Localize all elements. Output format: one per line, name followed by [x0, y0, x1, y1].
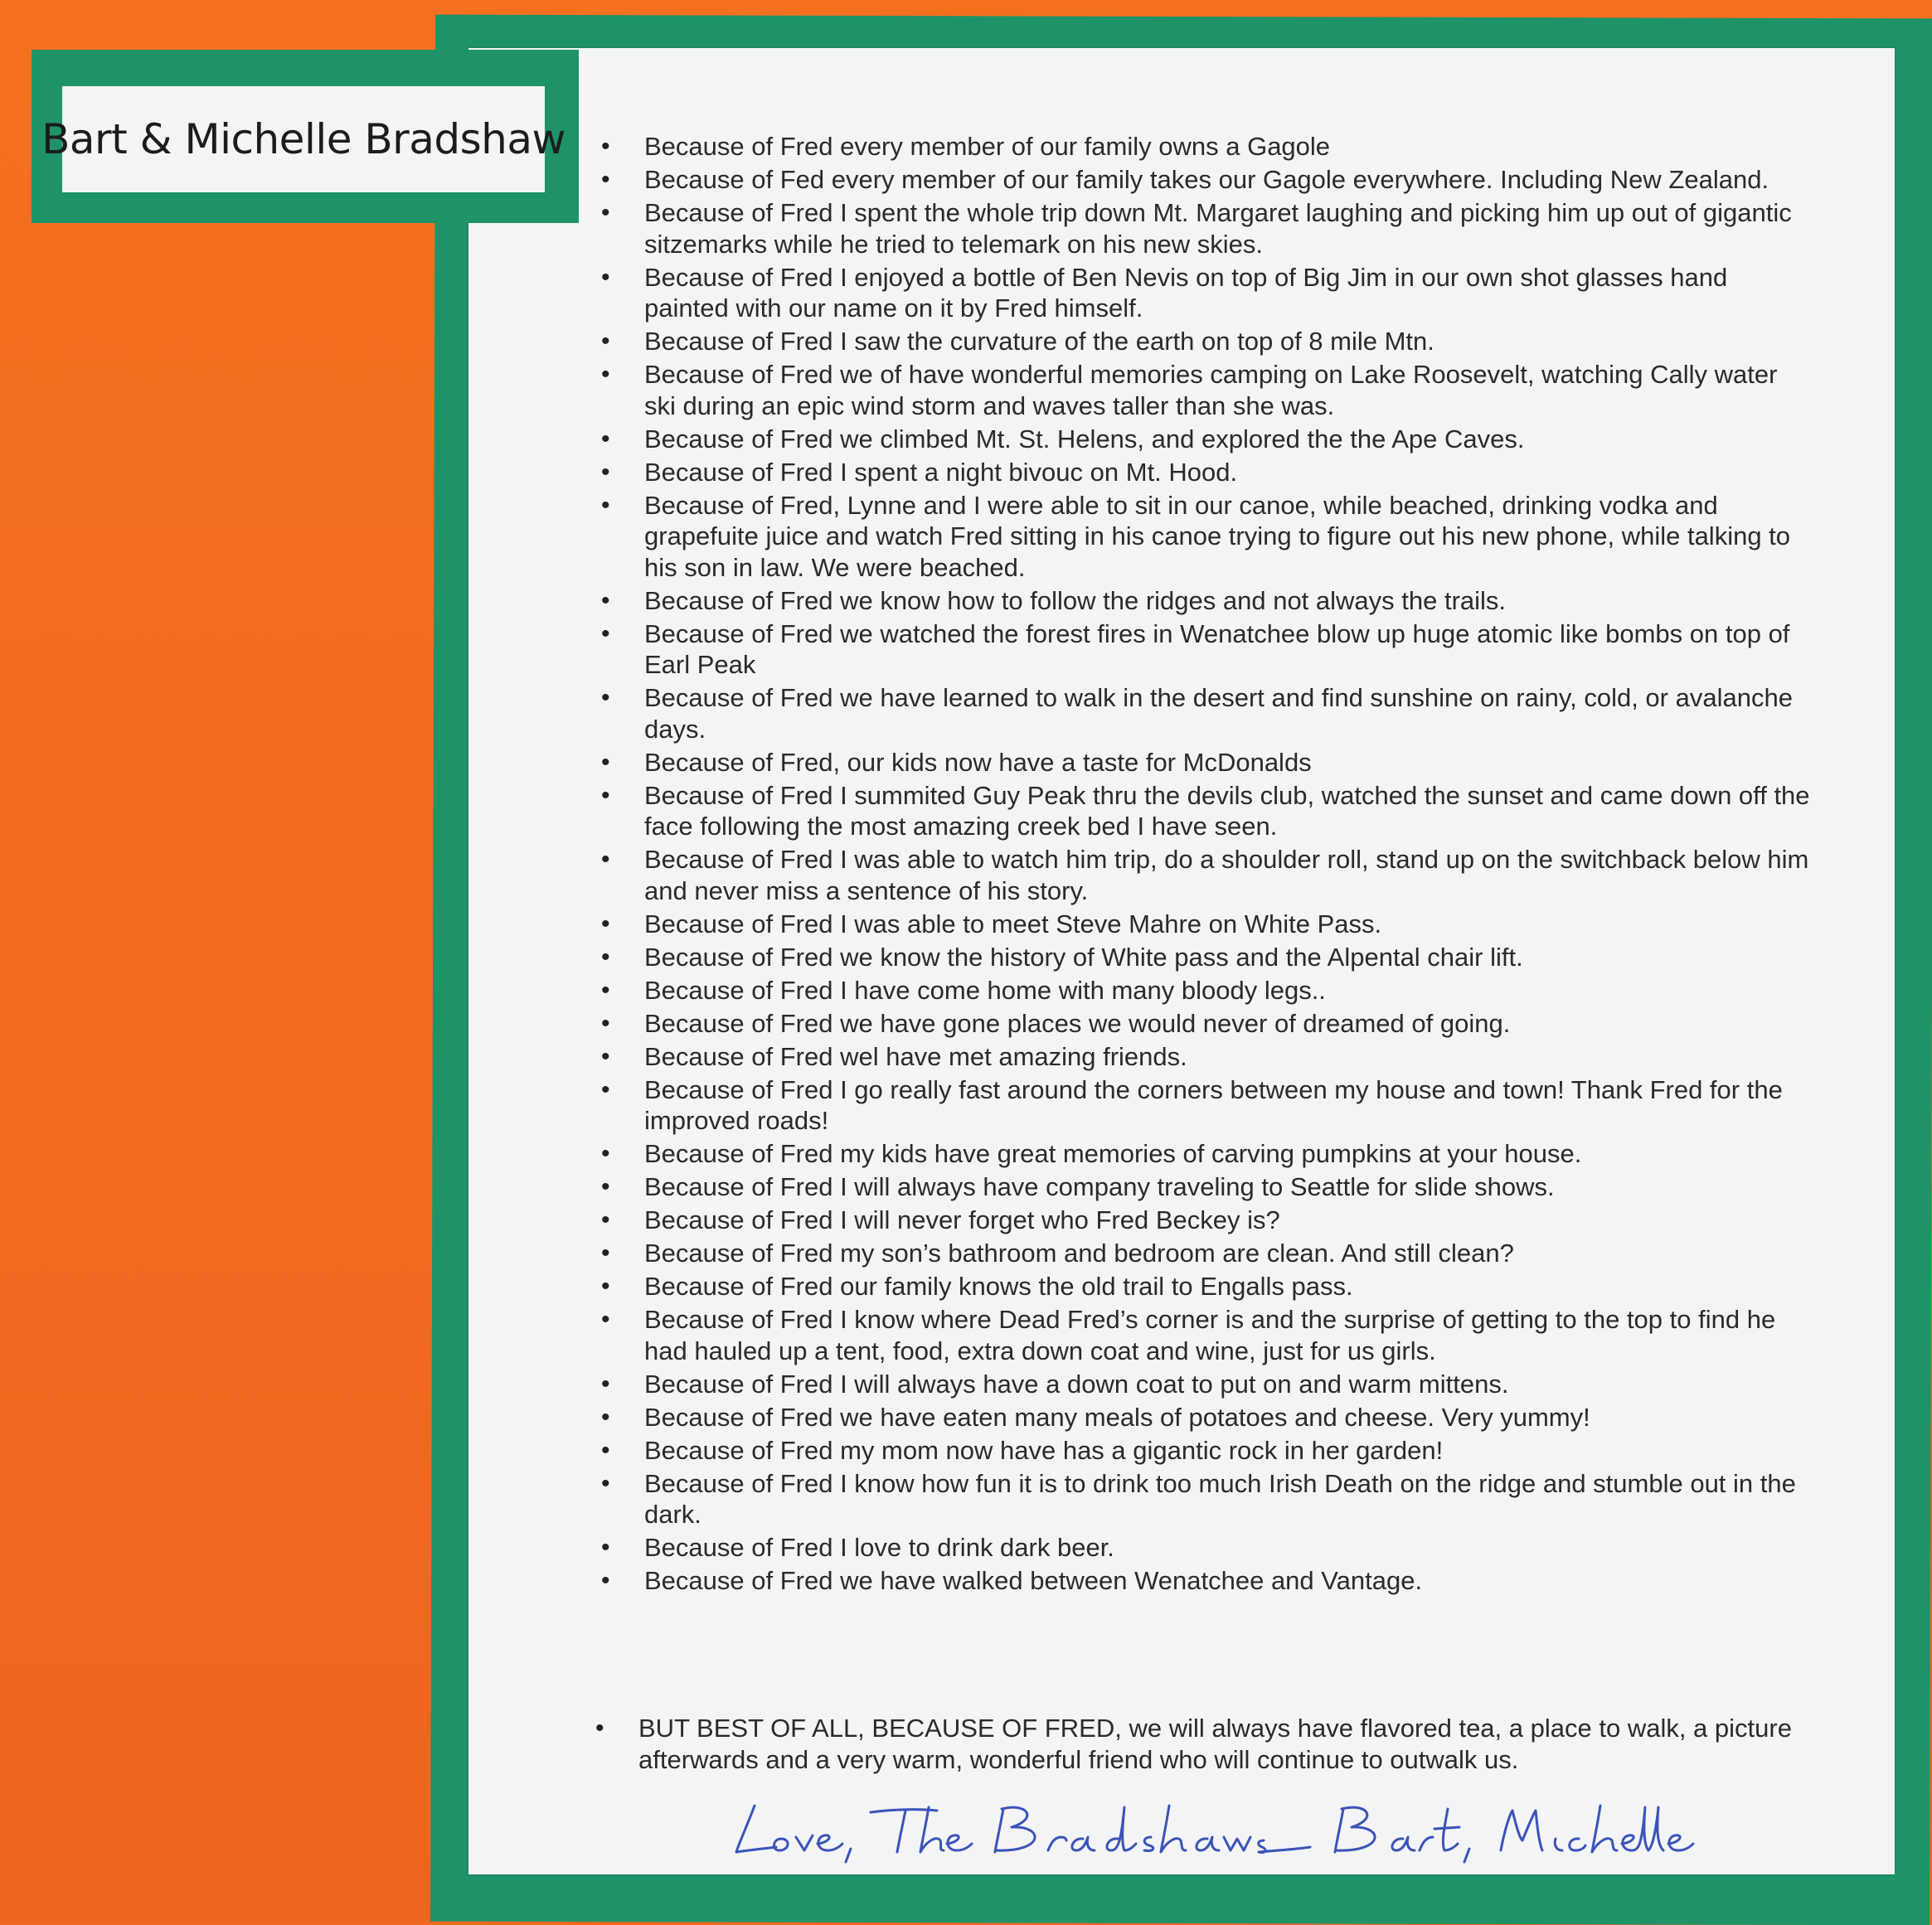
- list-item: • Because of Fred I summited Guy Peak thru the devils club, watched the sunset and came down off the face following the most amazing creek bed I have seen.: [601, 780, 1812, 842]
- list-item: • Because of Fred we of have wonderful memories camping on Lake Roosevelt, watching Cally water ski during an epic wind storm and waves taller than she was.: [601, 359, 1812, 421]
- list-item: • Because of Fred we watched the forest fires in Wenatchee blow up huge atomic like bombs on top of Earl Peak: [601, 618, 1812, 681]
- list-item: • Because of Fred I go really fast around the corners between my house and town! Thank Fred for the improved roads!: [601, 1074, 1812, 1137]
- list-item: • Because of Fred I love to drink dark beer.: [601, 1532, 1812, 1564]
- list-item: • Because of Fred I know where Dead Fred’s corner is and the surprise of getting to the top to find he had hauled up a tent, food, extra down coat and wine, just for us girls.: [601, 1304, 1812, 1366]
- list-item: • Because of Fred I will never forget who Fred Beckey is?: [601, 1205, 1812, 1236]
- name-label-text: Bart & Michelle Bradshaw: [41, 115, 566, 163]
- list-item: • Because of Fred I spent the whole trip down Mt. Margaret laughing and picking him up out of gigantic sitzemarks while he tried to telemark on his new skies.: [601, 197, 1812, 259]
- list-item: • Because of Fred wel have met amazing friends.: [601, 1041, 1812, 1073]
- list-item: • Because of Fred I saw the curvature of the earth on top of 8 mile Mtn.: [601, 326, 1812, 357]
- list-item: • Because of Fred we know the history of White pass and the Alpental chair lift.: [601, 942, 1812, 973]
- handwritten-signature: [730, 1791, 1824, 1865]
- list-item: • Because of Fred my son’s bathroom and bedroom are clean. And still clean?: [601, 1238, 1812, 1269]
- list-item: • Because of Fred I enjoyed a bottle of Ben Nevis on top of Big Jim in our own shot glasses hand painted with our name on it by Fred himself.: [601, 262, 1812, 324]
- list-item: • Because of Fred I was able to meet Steve Mahre on White Pass.: [601, 909, 1812, 940]
- list-item: • Because of Fred my kids have great memories of carving pumpkins at your house.: [601, 1138, 1812, 1170]
- name-label: [41, 86, 566, 192]
- list-item: • Because of Fred, Lynne and I were able to sit in our canoe, while beached, drinking vodka and grapefuite juice and watch Fred sitting in his canoe trying to figure out his new phone, while talking to his son in law. We were beached.: [601, 490, 1812, 584]
- list-item: • Because of Fred we climbed Mt. St. Helens, and explored the the Ape Caves.: [601, 424, 1812, 455]
- closing-item: • BUT BEST OF ALL, BECAUSE OF FRED, we will always have flavored tea, a place to walk, a picture afterwards and a very warm, wonderful friend who will continue to outwalk us.: [595, 1713, 1806, 1775]
- list-item: • Because of Fred I will always have a down coat to put on and warm mittens.: [601, 1369, 1812, 1400]
- list-item: • Because of Fred I have come home with many bloody legs..: [601, 975, 1812, 1006]
- list-item: • Because of Fred I was able to watch him trip, do a shoulder roll, stand up on the switchback below him and never miss a sentence of his story.: [601, 844, 1812, 906]
- list-item: • Because of Fred we know how to follow the ridges and not always the trails.: [601, 585, 1812, 617]
- list-item: • Because of Fred our family knows the old trail to Engalls pass.: [601, 1271, 1812, 1302]
- list-item: • Because of Fred I know how fun it is to drink too much Irish Death on the ridge and stumble out in the dark.: [601, 1468, 1812, 1530]
- list-item: • Because of Fred my mom now have has a gigantic rock in her garden!: [601, 1435, 1812, 1467]
- list-item: • Because of Fred every member of our family owns a Gagole: [601, 131, 1812, 162]
- list-item: • Because of Fred, our kids now have a taste for McDonalds: [601, 747, 1812, 778]
- list-item: • Because of Fred I spent a night bivouc on Mt. Hood.: [601, 457, 1812, 488]
- list-item: • Because of Fred we have eaten many meals of potatoes and cheese. Very yummy!: [601, 1402, 1812, 1433]
- list-item: • Because of Fred we have walked between Wenatchee and Vantage.: [601, 1565, 1812, 1597]
- because-of-fred-list: [601, 131, 1812, 1598]
- list-item: • Because of Fred we have gone places we would never of dreamed of going.: [601, 1008, 1812, 1040]
- list-item: • Because of Fed every member of our family takes our Gagole everywhere. Including New Zealand.: [601, 164, 1812, 196]
- list-item: • Because of Fred I will always have company traveling to Seattle for slide shows.: [601, 1171, 1812, 1203]
- list-item: • Because of Fred we have learned to walk in the desert and find sunshine on rainy, cold, or avalanche days.: [601, 682, 1812, 744]
